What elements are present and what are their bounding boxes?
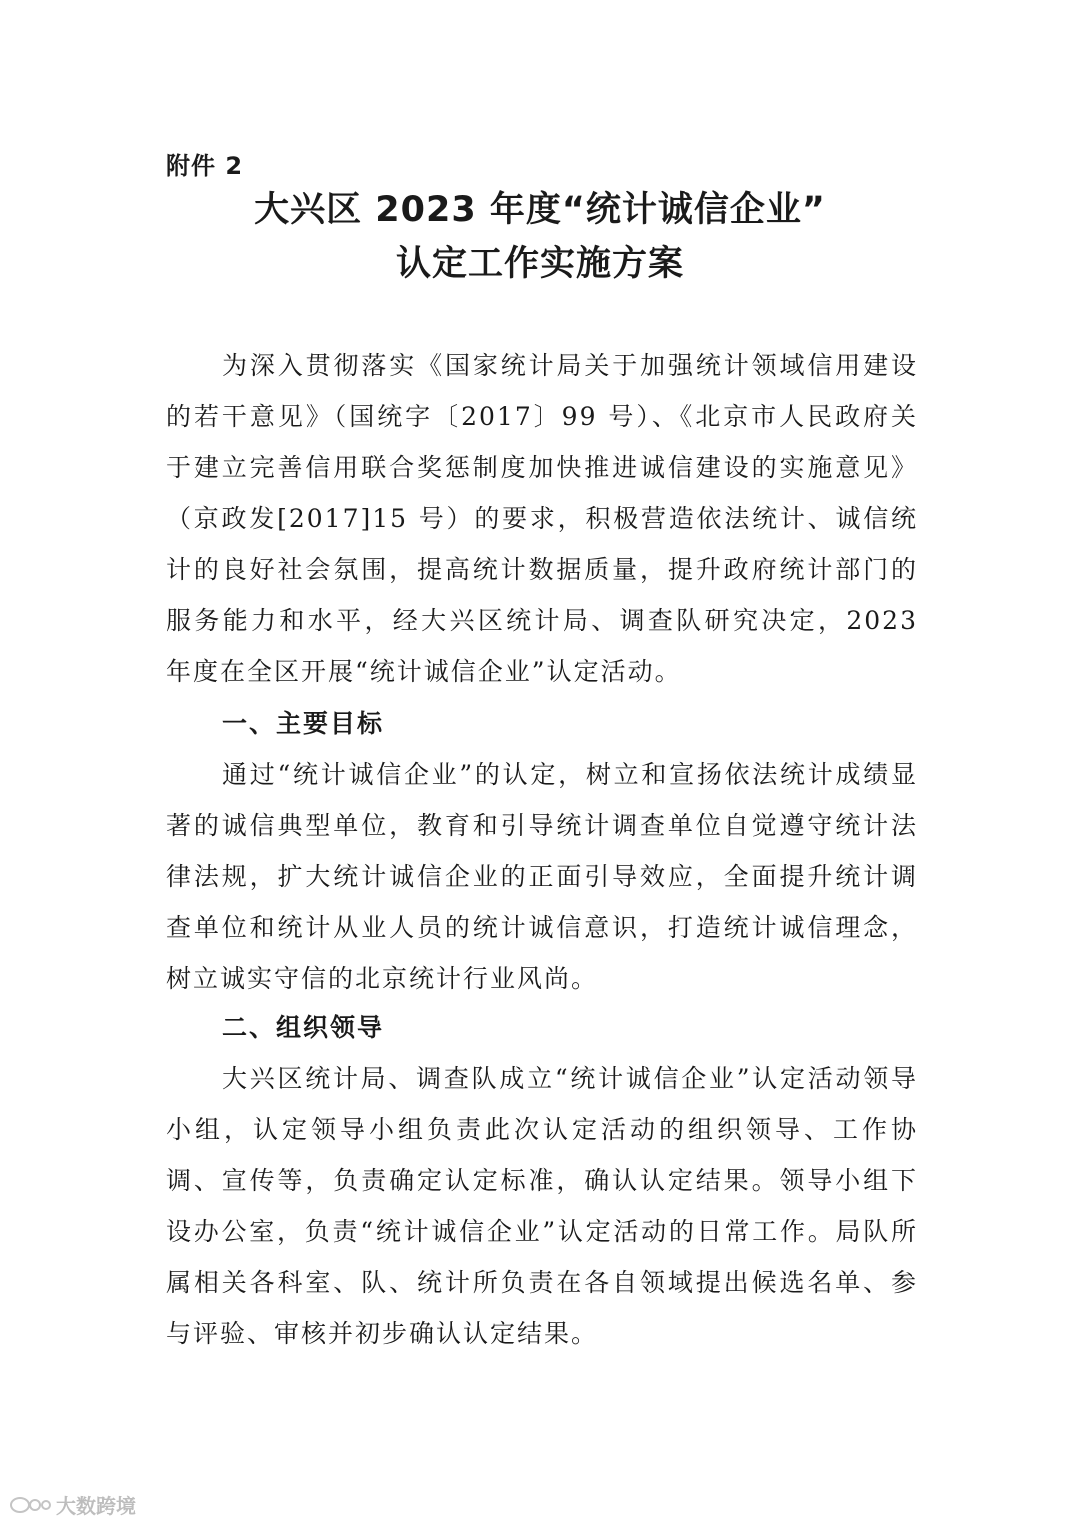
section-2-paragraph: 大兴区统计局、调查队成立“统计诚信企业”认定活动领导小组，认定领导小组负责此次认定活动的组织领导、工作协调、宣传等，负责确定认定标准，确认认定结果。领导小组下设办公室，负责“统计诚信企业”认定活动的日常工作。局队所属相关各科室、队、统计所负责在各自领域提出候选名单、参与评验、审核并初步确认认定结果。	[166, 1064, 918, 1348]
watermark-text: 大数跨境	[56, 1494, 136, 1518]
section-1-paragraph: 通过“统计诚信企业”的认定，树立和宣扬依法统计成绩显著的诚信典型单位，教育和引导统计调查单位自觉遵守统计法律法规，扩大统计诚信企业的正面引导效应，全面提升统计调查单位和统计从业人员的统计诚信意识，打造统计诚信理念，树立诚实守信的北京统计行业风尚。	[166, 760, 918, 993]
intro-section	[166, 340, 918, 697]
section-goals	[166, 698, 918, 1004]
section-1-heading: 一、主要目标	[222, 709, 385, 738]
section-2-heading: 二、组织领导	[222, 1013, 385, 1042]
document-title-line-2: 认定工作实施方案	[395, 244, 684, 284]
watermark	[8, 1490, 136, 1519]
document-title-line-1: 大兴区 2023 年度“统计诚信企业”	[254, 190, 826, 230]
chat-bubble-icon	[8, 1494, 52, 1516]
section-organization	[166, 1002, 918, 1359]
intro-paragraph: 为深入贯彻落实《国家统计局关于加强统计领域信用建设的若干意见》（国统字〔2017〕99 号）、《北京市人民政府关于建立完善信用联合奖惩制度加快推进诚信建设的实施意见》（京政发[2017]15 号）的要求，积极营造依法统计、诚信统计的良好社会氛围，提高统计数据质量，提升政府统计部门的服务能力和水平，经大兴区统计局、调查队研究决定，2023 年度在全区开展“统计诚信企业”认定活动。	[166, 351, 918, 686]
attachment-label: 附件 2	[166, 152, 244, 180]
